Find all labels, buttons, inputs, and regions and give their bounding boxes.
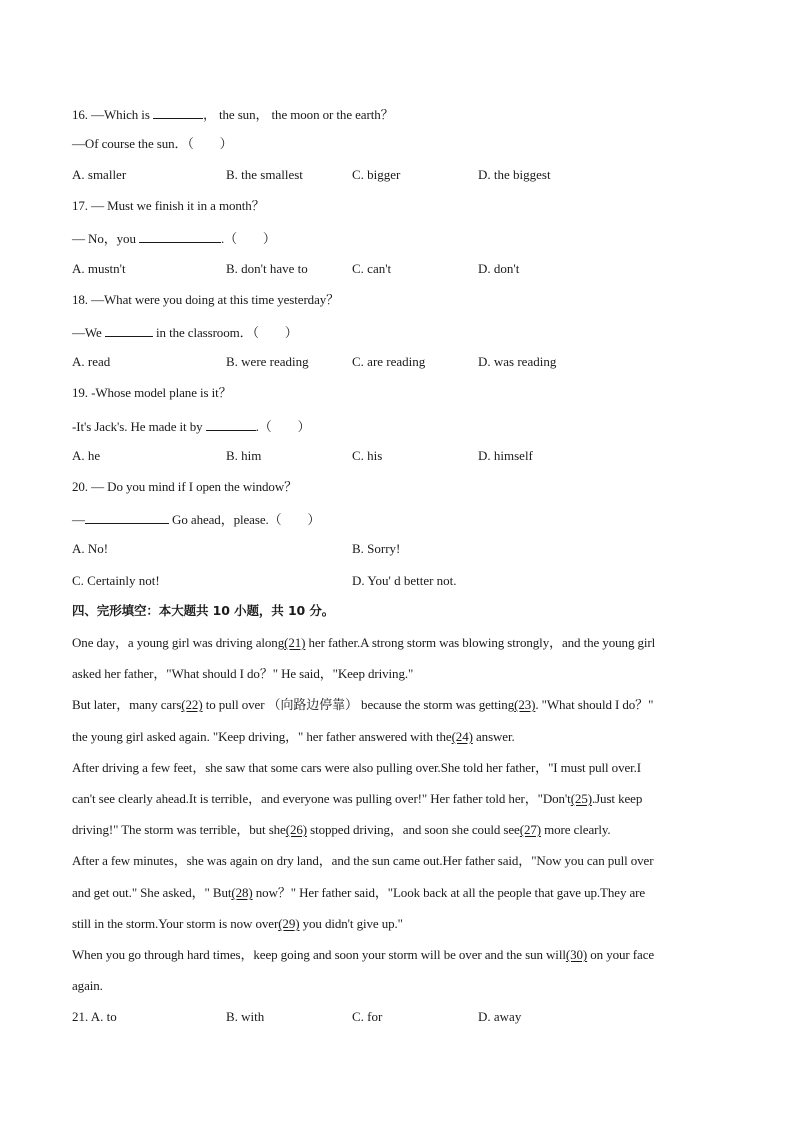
passage-text: . "What should I do？"	[535, 697, 654, 712]
passage-text: driving!" The storm was terrible，but she	[72, 822, 286, 837]
q18-option-b: B. were reading	[226, 354, 309, 369]
blank-27: (27)	[519, 822, 541, 837]
q16-stem-text-2: ， the sun， the moon or the earth？	[202, 107, 394, 122]
q17-option-c: C. can't	[352, 261, 392, 276]
q17-answer-text: — No，you	[72, 231, 139, 246]
passage-text: One day，a young girl was driving along	[72, 635, 285, 650]
q20-answer-text: —	[72, 512, 85, 527]
passage-text: answer.	[472, 729, 515, 744]
passage-line	[72, 636, 655, 649]
q21-option-a: 21. A. to	[72, 1009, 117, 1024]
q21-option-b: B. with	[226, 1009, 265, 1024]
passage-line	[72, 792, 642, 805]
blank-21: (21)	[284, 635, 306, 650]
q16-option-d: D. the biggest	[478, 167, 551, 182]
blank-29: (29)	[278, 916, 300, 931]
q20-blank	[85, 511, 169, 524]
q16-option-c: C. bigger	[352, 167, 401, 182]
q19-blank	[206, 418, 256, 431]
q17-option-d: D. don't	[478, 261, 520, 276]
passage-line	[72, 948, 654, 961]
q18-stem: 18. —What were you doing at this time yesterday？	[72, 292, 340, 307]
passage-line	[72, 823, 611, 836]
q19-option-c: C. his	[352, 448, 383, 463]
q18-blank	[105, 324, 153, 337]
blank-24: (24)	[451, 729, 473, 744]
q18-answer-line	[72, 324, 298, 339]
q18-answer-text-2: in the classroom．（ ）	[152, 325, 298, 340]
passage-text: .Just keep	[591, 791, 643, 806]
passage-text: and get out." She asked，" But	[72, 885, 232, 900]
passage-text: you didn't give up."	[299, 916, 403, 931]
q16-stem-text: 16. —Which is	[72, 107, 153, 122]
q16-stem	[72, 106, 394, 121]
passage-text: to pull over （向路边停靠） because the storm was getting	[202, 697, 515, 712]
q18-option-d: D. was reading	[478, 354, 557, 369]
blank-23: (23)	[514, 697, 536, 712]
passage-line	[72, 886, 645, 899]
section-heading: 四、完形填空：本大题共 10 小题，共 10 分。	[72, 603, 335, 618]
q16-option-a: A. smaller	[72, 167, 127, 182]
q17-stem: 17. — Must we finish it in a month？	[72, 198, 265, 213]
passage-text: now？" Her father said，"Look back at all the people that gave up.They are	[252, 885, 646, 900]
passage-text: more clearly.	[540, 822, 611, 837]
blank-28: (28)	[231, 885, 253, 900]
q19-option-b: B. him	[226, 448, 262, 463]
passage-line: After a few minutes，she was again on dry land，and the sun came out.Her father said，"Now you can pull over	[72, 853, 654, 868]
q19-answer-text-2: .（ ）	[255, 419, 311, 434]
q18-option-a: A. read	[72, 354, 111, 369]
passage-text: But later，many cars	[72, 697, 182, 712]
q19-option-d: D. himself	[478, 448, 533, 463]
q17-option-b: B. don't have to	[226, 261, 308, 276]
q20-answer-text-2: Go ahead，please.（ ）	[168, 512, 321, 527]
q20-option-c: C. Certainly not!	[72, 573, 160, 588]
q21-option-c: C. for	[352, 1009, 383, 1024]
q17-option-a: A. mustn't	[72, 261, 126, 276]
q20-option-d: D. You' d better not.	[352, 573, 457, 588]
q20-stem: 20. — Do you mind if I open the window？	[72, 479, 298, 494]
passage-text: on your face	[587, 947, 655, 962]
q20-answer-line	[72, 511, 320, 526]
q16-answer-line: —Of course the sun．（ ）	[72, 136, 233, 151]
passage-text: can't see clearly ahead.It is terrible，and everyone was pulling over!" Her father told her，"Don't	[72, 791, 571, 806]
blank-22: (22)	[181, 697, 203, 712]
passage-line	[72, 730, 515, 743]
passage-text: stopped driving，and soon she could see	[306, 822, 520, 837]
blank-25: (25)	[570, 791, 592, 806]
q17-answer-line	[72, 230, 276, 245]
q19-answer-line	[72, 418, 310, 433]
q21-option-d: D. away	[478, 1009, 522, 1024]
q19-answer-text: -It's Jack's. He made it by	[72, 419, 206, 434]
passage-line: asked her father，"What should I do？" He said，"Keep driving."	[72, 666, 414, 681]
blank-26: (26)	[285, 822, 307, 837]
passage-text: the young girl asked again. "Keep driving，" her father answered with the	[72, 729, 452, 744]
passage-line	[72, 698, 653, 711]
passage-line	[72, 917, 403, 930]
passage-text: her father.A strong storm was blowing strongly，and the young girl	[305, 635, 656, 650]
q16-option-b: B. the smallest	[226, 167, 303, 182]
q18-answer-text: —We	[72, 325, 105, 340]
q18-option-c: C. are reading	[352, 354, 426, 369]
q20-option-a: A. No!	[72, 541, 109, 556]
passage-line: again.	[72, 978, 103, 993]
q19-stem: 19. -Whose model plane is it？	[72, 385, 232, 400]
blank-30: (30)	[565, 947, 588, 962]
q19-option-a: A. he	[72, 448, 101, 463]
q16-blank	[153, 106, 203, 119]
q17-blank	[139, 230, 221, 243]
passage-line: After driving a few feet，she saw that some cars were also pulling over.She told her father，"I must pull over.I	[72, 760, 642, 775]
passage-text: When you go through hard times，keep going and soon your storm will be over and the sun will	[72, 947, 566, 962]
q20-option-b: B. Sorry!	[352, 541, 401, 556]
q17-answer-text-2: .（ ）	[221, 231, 276, 246]
passage-text: still in the storm.Your storm is now over	[72, 916, 279, 931]
